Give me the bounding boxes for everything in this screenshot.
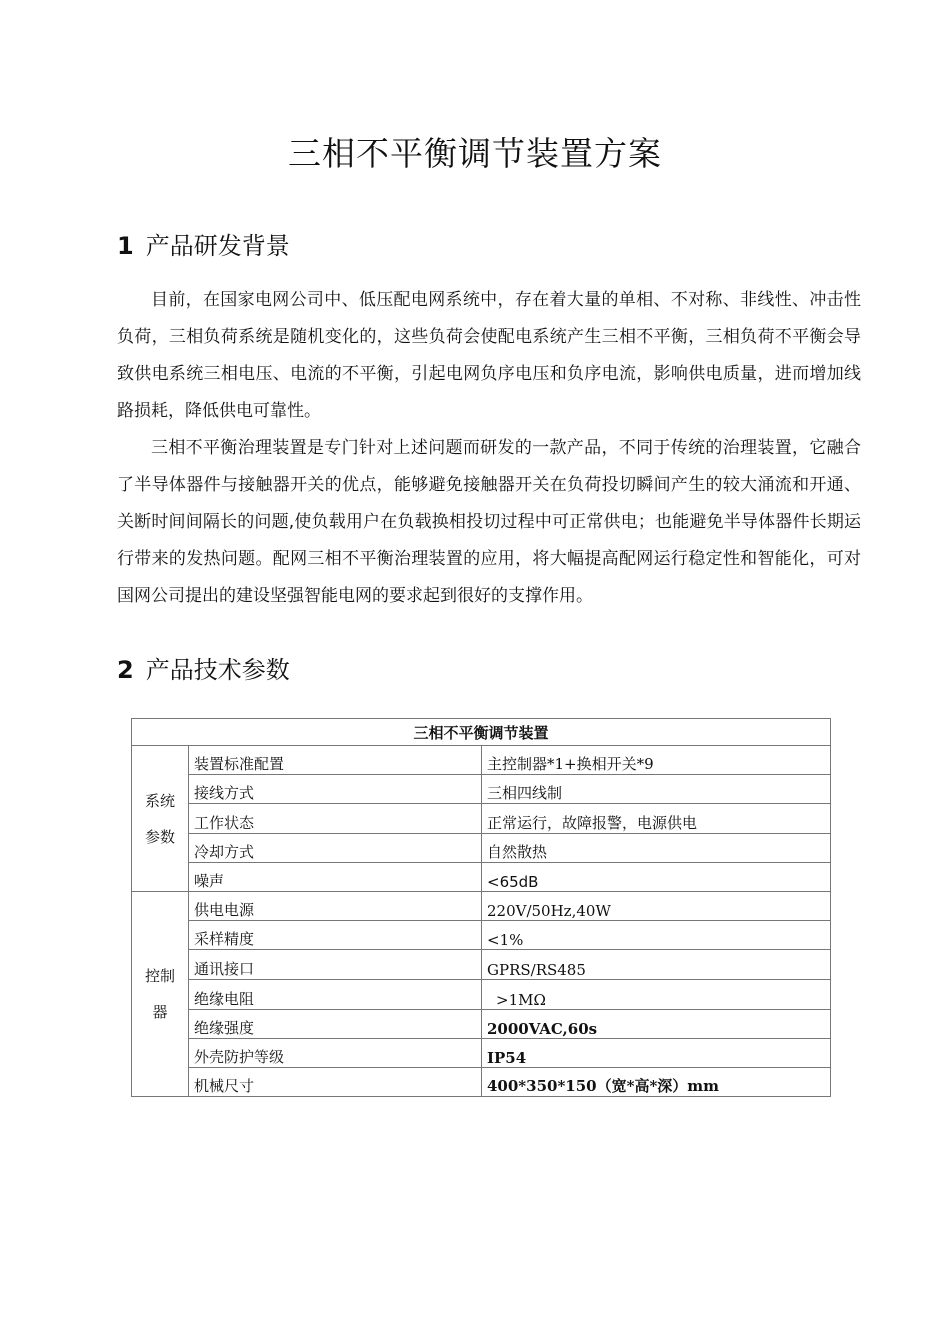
- table-row: [132, 804, 831, 834]
- param-name: 通讯接口: [189, 950, 482, 980]
- table-row: [132, 1039, 831, 1068]
- section-2-heading: [117, 650, 290, 685]
- document-title: 三相不平衡调节装置方案: [288, 134, 662, 173]
- param-name: 装置标准配置: [189, 746, 482, 775]
- param-name: 冷却方式: [189, 834, 482, 863]
- group-label-controller: 控制器: [132, 892, 189, 1097]
- param-value: <1%: [482, 921, 831, 950]
- table-row: [132, 1068, 831, 1097]
- param-value: 正常运行，故障报警，电源供电: [482, 804, 831, 834]
- group-label-system: 系统参数: [132, 746, 189, 892]
- param-name: 绝缘强度: [189, 1010, 482, 1039]
- table-row: [132, 950, 831, 980]
- param-value: GPRS/RS485: [482, 950, 831, 980]
- table-row: [132, 863, 831, 892]
- param-value: 主控制器*1+换相开关*9: [482, 746, 831, 775]
- table-row: [132, 775, 831, 804]
- section-1-title: 产品研发背景: [145, 232, 290, 260]
- param-name: 供电电源: [189, 892, 482, 921]
- table-row: [132, 834, 831, 863]
- param-name: 工作状态: [189, 804, 482, 834]
- table-row: [132, 980, 831, 1010]
- param-value: 自然散热: [482, 834, 831, 863]
- param-value: >1MΩ: [482, 980, 831, 1010]
- param-value: IP54: [482, 1039, 831, 1068]
- section-2-number: 2: [117, 656, 134, 684]
- table-row: [132, 921, 831, 950]
- param-value: 2000VAC,60s: [482, 1010, 831, 1039]
- spec-table: [131, 718, 831, 1097]
- param-value: <65dB: [482, 863, 831, 892]
- section-1-number: 1: [117, 232, 134, 260]
- section-2-title: 产品技术参数: [145, 656, 290, 684]
- param-name: 绝缘电阻: [189, 980, 482, 1010]
- param-value: 220V/50Hz,40W: [482, 892, 831, 921]
- table-row: [132, 746, 831, 775]
- param-name: 外壳防护等级: [189, 1039, 482, 1068]
- param-name: 采样精度: [189, 921, 482, 950]
- table-row: [132, 1010, 831, 1039]
- table-caption-row: [132, 719, 831, 746]
- section-1-heading: [117, 226, 290, 261]
- section-1-paragraph-2: 三相不平衡治理装置是专门针对上述问题而研发的一款产品，不同于传统的治理装置，它融合了半导体器件与接触器开关的优点，能够避免接触器开关在负荷投切瞬间产生的较大涌流和开通、关断时间间隔长的问题,使负载用户在负载换相投切过程中可正常供电；也能避免半导体器件长期运行带来的发热问题。配网三相不平衡治理装置的应用，将大幅提高配网运行稳定性和智能化，可对国网公司提出的建设坚强智能电网的要求起到很好的支撑作用。: [117, 438, 861, 606]
- param-name: 接线方式: [189, 775, 482, 804]
- table-caption: 三相不平衡调节装置: [132, 719, 831, 746]
- param-value: 三相四线制: [482, 775, 831, 804]
- param-name: 噪声: [189, 863, 482, 892]
- param-value: 400*350*150（宽*高*深）mm: [482, 1068, 831, 1097]
- param-name: 机械尺寸: [189, 1068, 482, 1097]
- section-1-paragraph-1: 目前，在国家电网公司中、低压配电网系统中，存在着大量的单相、不对称、非线性、冲击性负荷，三相负荷系统是随机变化的，这些负荷会使配电系统产生三相不平衡，三相负荷不平衡会导致供电系统三相电压、电流的不平衡，引起电网负序电压和负序电流，影响供电质量，进而增加线路损耗，降低供电可靠性。: [117, 290, 861, 421]
- table-row: [132, 892, 831, 921]
